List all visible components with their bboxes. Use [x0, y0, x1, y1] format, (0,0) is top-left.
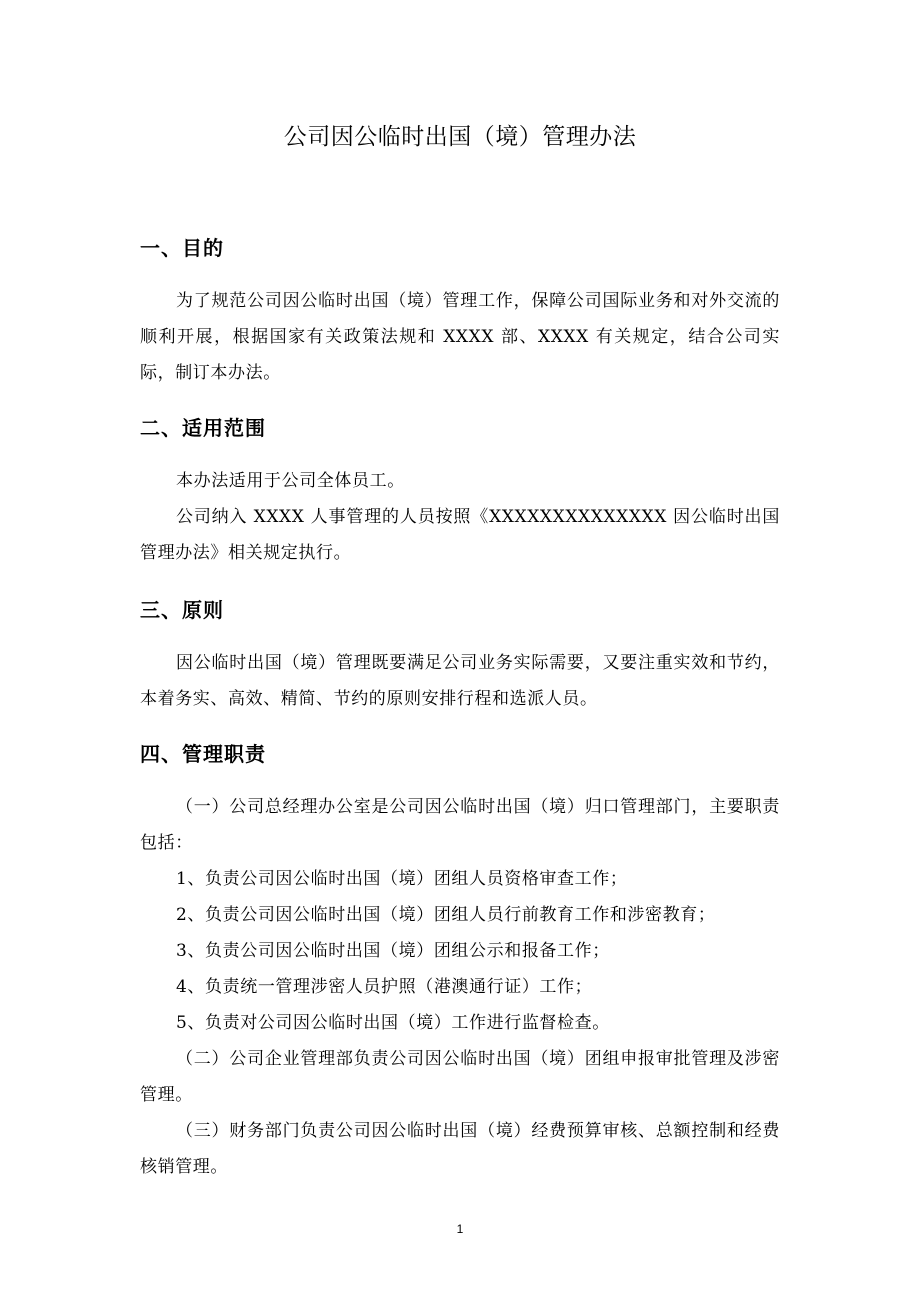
paragraph-scope-1: 本办法适用于公司全体员工。	[176, 471, 405, 491]
section-heading-principle: 三、原则	[140, 598, 224, 622]
list-item: 3、负责公司因公临时出国（境）团组公示和报备工作；	[176, 941, 610, 961]
paragraph-principle: 因公临时出国（境）管理既要满足公司业务实际需要，又要注重实效和节约，本着务实、高效、精简、节约的原则安排行程和选派人员。	[140, 653, 780, 709]
section-heading-purpose: 一、目的	[140, 236, 224, 260]
list-item: 2、负责公司因公临时出国（境）团组人员行前教育工作和涉密教育；	[176, 905, 716, 925]
document-title: 公司因公临时出国（境）管理办法	[283, 124, 637, 150]
paragraph-scope-2: 公司纳入 XXXX 人事管理的人员按照《XXXXXXXXXXXXXX 因公临时出国管理办法》相关规定执行。	[140, 507, 780, 563]
section-heading-scope: 二、适用范围	[140, 416, 266, 440]
paragraph-responsibility-2: （二）公司企业管理部负责公司因公临时出国（境）团组申报审批管理及涉密管理。	[140, 1049, 780, 1105]
list-item: 4、负责统一管理涉密人员护照（港澳通行证）工作；	[176, 977, 593, 997]
paragraph-purpose: 为了规范公司因公临时出国（境）管理工作，保障公司国际业务和对外交流的顺利开展，根据国家有关政策法规和 XXXX 部、XXXX 有关规定，结合公司实际，制订本办法。	[140, 291, 780, 383]
paragraph-responsibility-3: （三）财务部门负责公司因公临时出国（境）经费预算审核、总额控制和经费核销管理。	[140, 1121, 780, 1177]
section-heading-responsibilities: 四、管理职责	[140, 742, 266, 766]
page-number: 1	[456, 1222, 464, 1236]
list-item: 1、负责公司因公临时出国（境）团组人员资格审查工作；	[176, 869, 628, 889]
list-item: 5、负责对公司因公临时出国（境）工作进行监督检查。	[176, 1013, 610, 1033]
paragraph-responsibility-1: （一）公司总经理办公室是公司因公临时出国（境）归口管理部门，主要职责包括：	[140, 797, 780, 853]
